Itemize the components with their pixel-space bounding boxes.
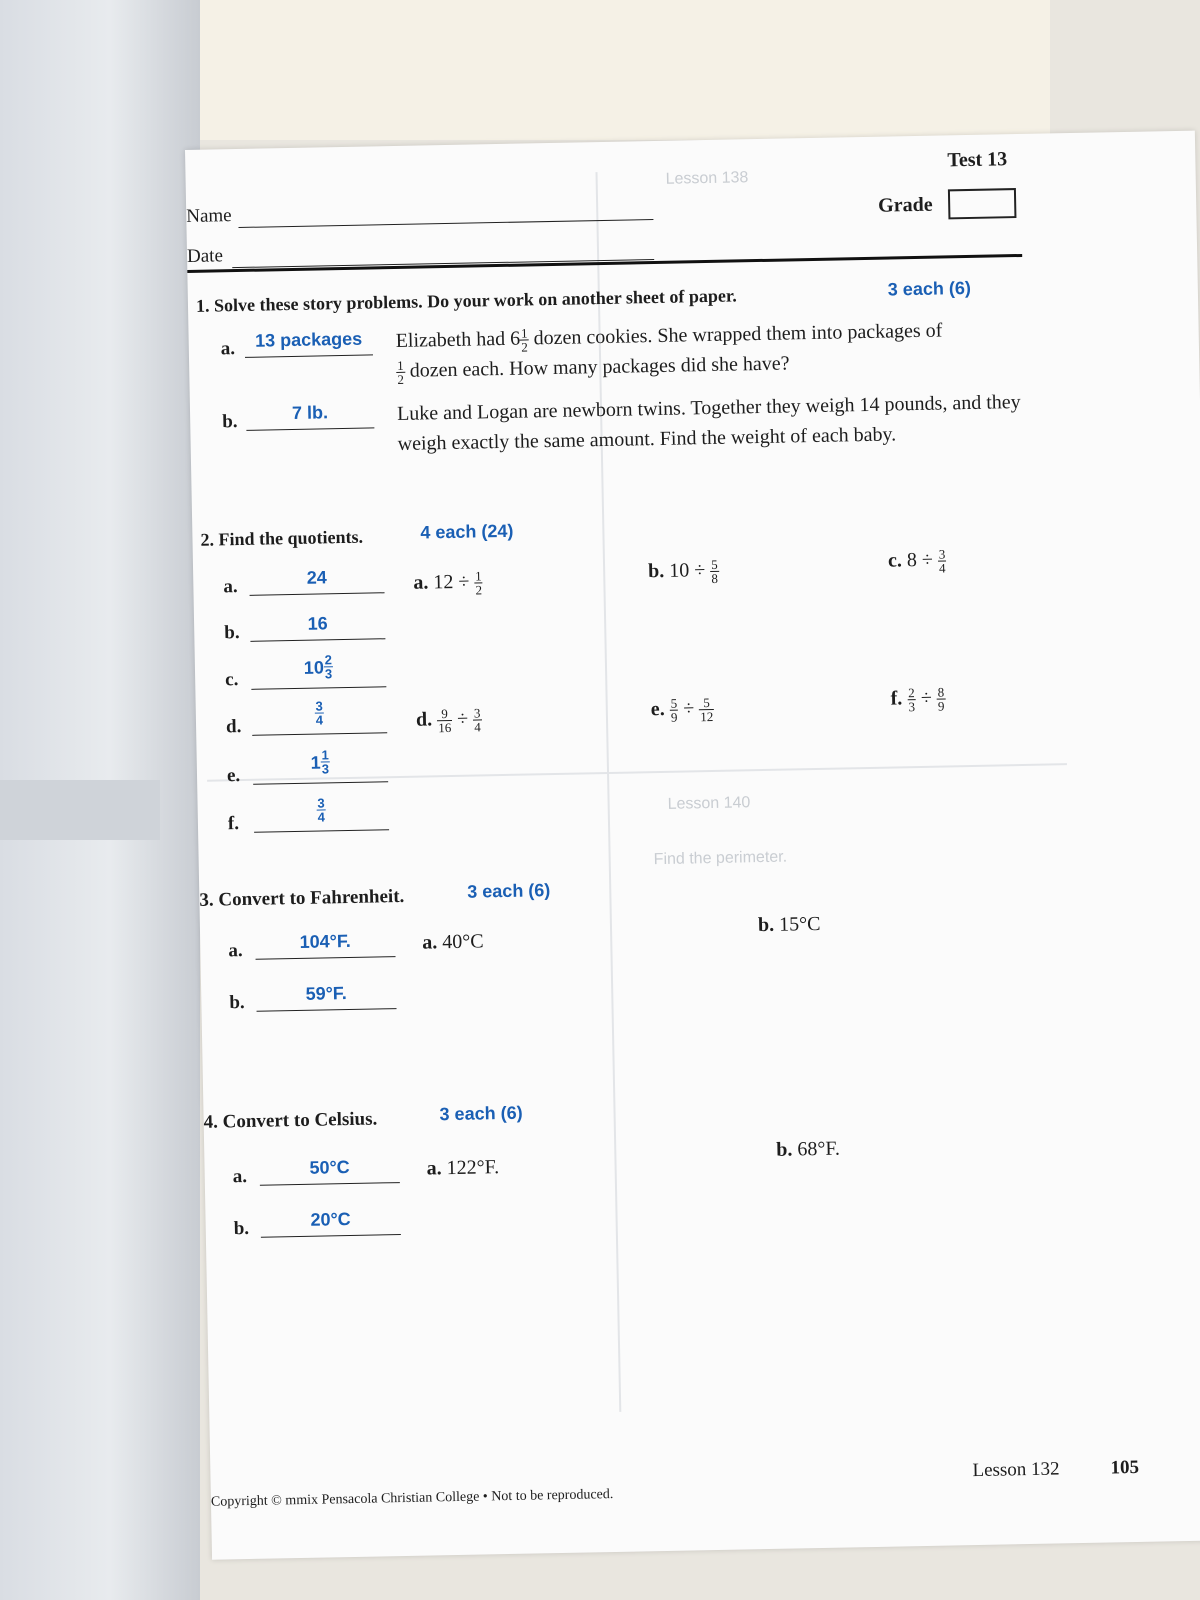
section3-points: 3 each (6) <box>467 880 551 902</box>
s3-b-label: b. <box>229 992 245 1014</box>
s2-f-answer <box>254 795 390 833</box>
grade-label: Grade <box>877 193 933 217</box>
s1-a-problem <box>395 314 1026 386</box>
s1-b-answer: 7 lb. <box>246 403 374 430</box>
section2-heading: 2. Find the quotients. <box>200 526 364 550</box>
s2-e-label: e. <box>226 765 241 787</box>
fraction: $\frac{1}{2}$ <box>475 568 483 598</box>
lesson-label: Lesson 132 <box>972 1458 1060 1482</box>
fraction: $\frac{1}{2}$ <box>397 357 405 387</box>
section4-heading: 4. Convert to Celsius. <box>203 1108 378 1133</box>
s2-c-label: c. <box>224 669 239 691</box>
s1-a-label: a. <box>220 338 236 360</box>
s2-problem-b: b. 10 ÷ $\frac{5}{8}$ <box>647 556 719 586</box>
s2-problem-c: c. 8 ÷ $\frac{3}{4}$ <box>887 546 946 576</box>
left-facing-page <box>0 0 200 1600</box>
fraction: $\frac{1}{2}$ <box>520 325 528 355</box>
s2-a-answer: 24 <box>249 568 384 596</box>
fraction: $\frac{5}{8}$ <box>711 556 719 586</box>
s1-b-problem: Luke and Logan are newborn twins. Together they weigh 14 pounds, and they weigh exactly the same amount. Find the weight of each baby. <box>396 391 1021 455</box>
s1-a-text: dozen each. How many packages did she have? <box>404 352 790 382</box>
s1-b-label: b. <box>222 411 238 433</box>
s2-problem-e: e. $\frac{5}{9}$ ÷ $\frac{5}{12}$ <box>650 695 714 725</box>
fraction: $\frac{5}{12}$ <box>700 695 714 725</box>
fraction: $\frac{2}{3}$ <box>908 685 916 715</box>
date-label: Date <box>186 245 224 267</box>
s3-problem-b: b. 15°C <box>757 912 821 937</box>
fraction: $\frac{9}{16}$ <box>438 706 452 736</box>
fraction: $\frac{3}{4}$ <box>938 546 946 576</box>
fraction: $\frac{1}{3}$ <box>321 747 330 777</box>
section3-heading: 3. Convert to Fahrenheit. <box>199 885 405 911</box>
section1-points: 3 each (6) <box>887 277 972 300</box>
s2-problem-f: f. $\frac{2}{3}$ ÷ $\frac{8}{9}$ <box>890 684 945 715</box>
fraction: $\frac{5}{9}$ <box>670 695 678 725</box>
s3-problem-a: a. 40°C <box>422 930 484 954</box>
fraction: $\frac{2}{3}$ <box>324 652 333 682</box>
grade-box[interactable] <box>948 188 1017 219</box>
worksheet-page <box>185 131 1200 1560</box>
fraction: $\frac{8}{9}$ <box>937 684 945 714</box>
s4-problem-a: a. 122°F. <box>426 1156 500 1180</box>
name-field[interactable] <box>238 219 653 228</box>
section2-points: 4 each (24) <box>420 520 514 543</box>
bleed-through-text: Find the perimeter. <box>653 848 788 869</box>
s1-a-text: dozen cookies. She wrapped them into packages of <box>528 319 943 350</box>
s2-d-answer <box>252 698 388 736</box>
s4-b-answer: 20°C <box>260 1210 400 1238</box>
fraction: $\frac{3}{4}$ <box>315 698 324 728</box>
s2-a-label: a. <box>223 576 238 598</box>
fraction: $\frac{3}{4}$ <box>317 795 326 825</box>
s3-a-answer: 104°F. <box>255 932 395 960</box>
s4-a-answer: 50°C <box>259 1158 399 1186</box>
s4-b-label: b. <box>233 1217 250 1240</box>
s2-c-answer: 10 $\frac{2}{3}$ <box>251 656 387 690</box>
test-title: Test 13 <box>947 148 1008 172</box>
s4-a-label: a. <box>232 1166 248 1188</box>
s3-b-answer: 59°F. <box>256 984 396 1012</box>
s2-b-label: b. <box>224 622 240 644</box>
page-number: 105 <box>1110 1456 1140 1479</box>
s2-d-label: d. <box>225 716 242 738</box>
background-page <box>150 0 1050 140</box>
header-divider <box>187 254 1022 273</box>
section1-heading: 1. Solve these story problems. Do your work on another sheet of paper. <box>195 285 737 316</box>
s2-b-answer: 16 <box>250 614 385 642</box>
s1-a-text: Elizabeth had 6 <box>395 327 521 352</box>
s3-a-label: a. <box>228 940 243 962</box>
bleed-through-text: Lesson 140 <box>667 794 751 813</box>
copyright-notice: Copyright © mmix Pensacola Christian College • Not to be reproduced. <box>210 1487 614 1510</box>
section4-points: 3 each (6) <box>439 1102 523 1125</box>
s2-e-answer: 1 $\frac{1}{3}$ <box>253 751 389 785</box>
bleed-through-text: Lesson 138 <box>665 169 749 188</box>
s2-f-label: f. <box>227 813 240 835</box>
s2-problem-d: d. $\frac{9}{16}$ ÷ $\frac{3}{4}$ <box>415 705 481 736</box>
fraction: $\frac{3}{4}$ <box>473 705 481 735</box>
left-page-band <box>0 780 160 840</box>
s1-a-answer: 13 packages <box>245 330 373 357</box>
s2-problem-a: a. 12 ÷ $\frac{1}{2}$ <box>413 568 483 598</box>
s4-problem-b: b. 68°F. <box>776 1137 841 1161</box>
name-label: Name <box>186 205 232 227</box>
